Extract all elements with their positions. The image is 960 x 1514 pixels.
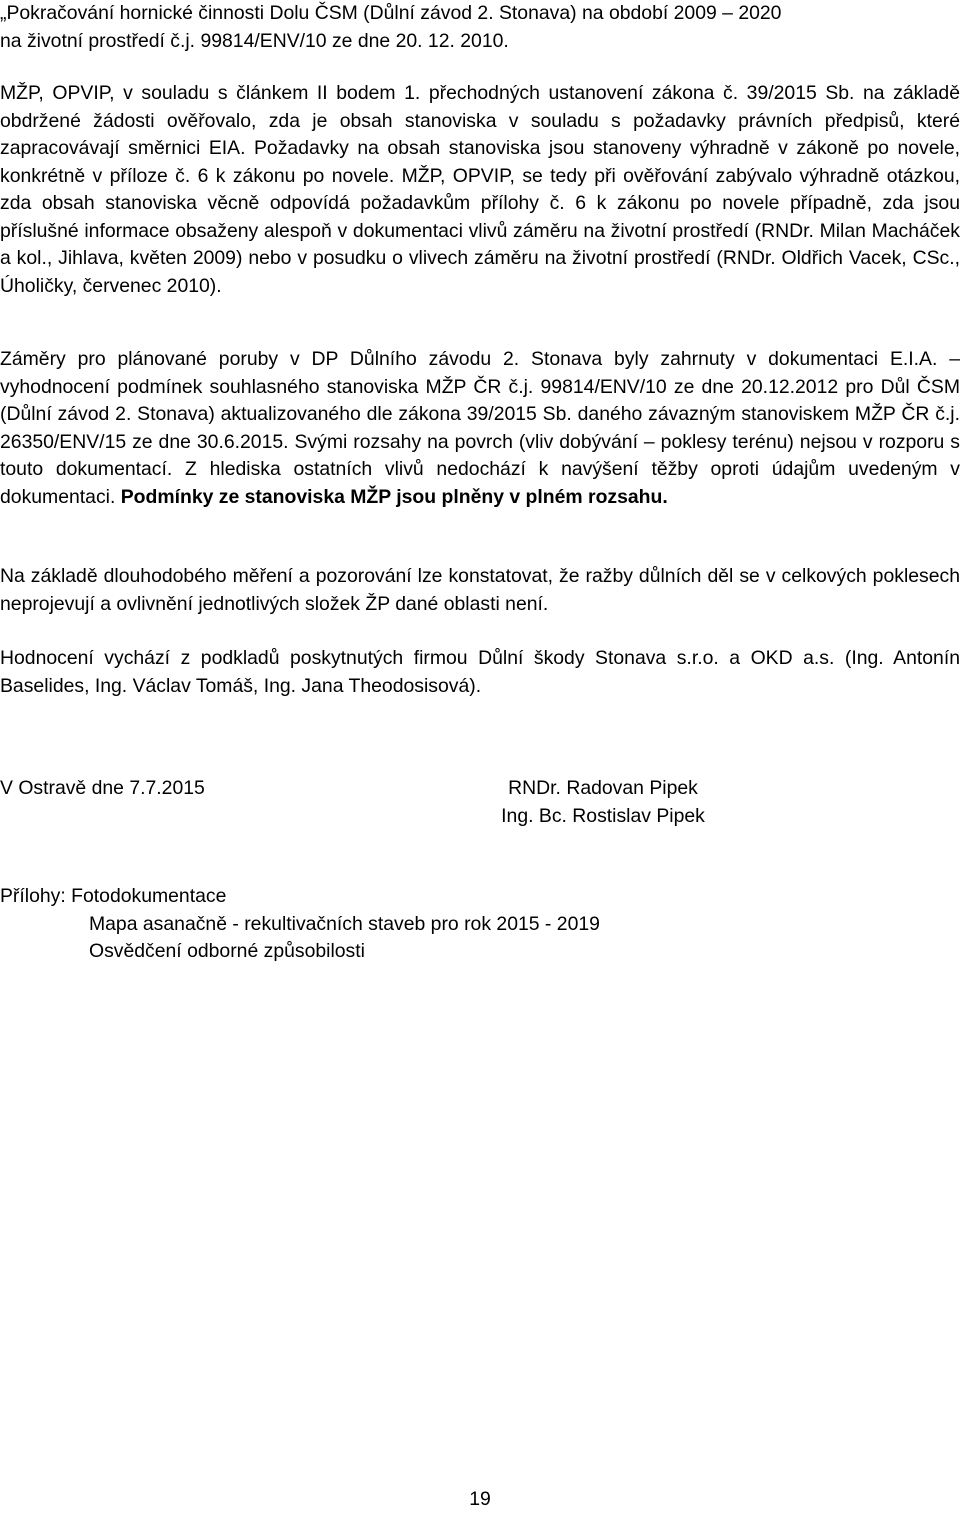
signatory-name-1: RNDr. Radovan Pipek bbox=[508, 777, 698, 799]
paragraph-verification: MŽP, OPVIP, v souladu s článkem II bodem 1. přechodných ustanovení zákona č. 39/2015 Sb. na základě obdržené žádosti ověřovalo, zda je obsah stanoviska v souladu s požadavky právních předpisů, které zapracovávají směrnici EIA. Požadavky na obsah stanoviska jsou stanoveny výhradně v zákoně po novele, konkrétně v příloze č. 6 k zákonu po novele. MŽP, OPVIP, se tedy při ověřování zabývalo výhradně otázkou, zda obsah stanoviska věcně odpovídá požadavkům přílohy č. 6 k zákonu po novele případně, zda jsou příslušné informace obsaženy alespoň v dokumentaci vlivů záměru na životní prostředí (RNDr. Milan Macháček a kol., Jihlava, květen 2009) nebo v posudku o vlivech záměru na životní prostředí (RNDr. Oldřich Vacek, CSc., Úholičky, červenec 2010). bbox=[0, 82, 960, 297]
paragraph-measurement: Na základě dlouhodobého měření a pozorování lze konstatovat, že ražby důlních děl se v celkových poklesech neprojevují a ovlivnění jednotlivých složek ŽP dané oblasti není. bbox=[0, 565, 960, 615]
attachments-list bbox=[0, 883, 600, 966]
attachment-item: Fotodokumentace bbox=[71, 885, 227, 907]
paragraph-eia-text: Záměry pro plánované poruby v DP Důlního závodu 2. Stonava byly zahrnuty v dokumentaci E.I.A. – vyhodnocení podmínek souhlasného stanoviska MŽP ČR č.j. 99814/ENV/10 ze dne 20.12.2012 pro Důl ČSM (Důlní závod 2. Stonava) aktualizovaného dle zákona 39/2015 Sb. daného závazným stanoviskem MŽP ČR č.j. 26350/ENV/15 ze dne 30.6.2015. Svými rozsahy na povrch (vliv dobývání – poklesy terénu) nejsou v rozporu s touto dokumentací. Z hlediska ostatních vlivů nedochází k navýšení těžby oproti údajům uvedeným v dokumentaci. bbox=[0, 348, 960, 508]
page-number: 19 bbox=[469, 1488, 491, 1510]
paragraph-eia-conclusion: Podmínky ze stanoviska MŽP jsou plněny v plném rozsahu. bbox=[120, 485, 668, 508]
signatory-name-2: Ing. Bc. Rostislav Pipek bbox=[501, 804, 705, 827]
attachment-item: Mapa asanačně - rekultivačních staveb pro rok 2015 - 2019 bbox=[89, 912, 600, 935]
title-block bbox=[0, 0, 960, 55]
title-line-2: na životní prostředí č.j. 99814/ENV/10 ze dne 20. 12. 2010. bbox=[0, 29, 509, 52]
attachment-item: Osvědčení odborné způsobilosti bbox=[89, 940, 365, 962]
paragraph-eia-documentation bbox=[0, 346, 960, 511]
attachments-label: Přílohy: bbox=[0, 885, 66, 907]
place-date: V Ostravě dne 7.7.2015 bbox=[0, 777, 205, 799]
signatory-block bbox=[478, 775, 728, 830]
attachment-row-1 bbox=[0, 883, 600, 911]
title-line-1: „Pokračování hornické činnosti Dolu ČSM (Důlní závod 2. Stonava) na období 2009 – 2020 bbox=[0, 2, 782, 24]
paragraph-sources: Hodnocení vychází z podkladů poskytnutých firmou Důlní škody Stonava s.r.o. a OKD a.s. (Ing. Antonín Baselides, Ing. Václav Tomáš, Ing. Jana Theodosisová). bbox=[0, 647, 960, 697]
